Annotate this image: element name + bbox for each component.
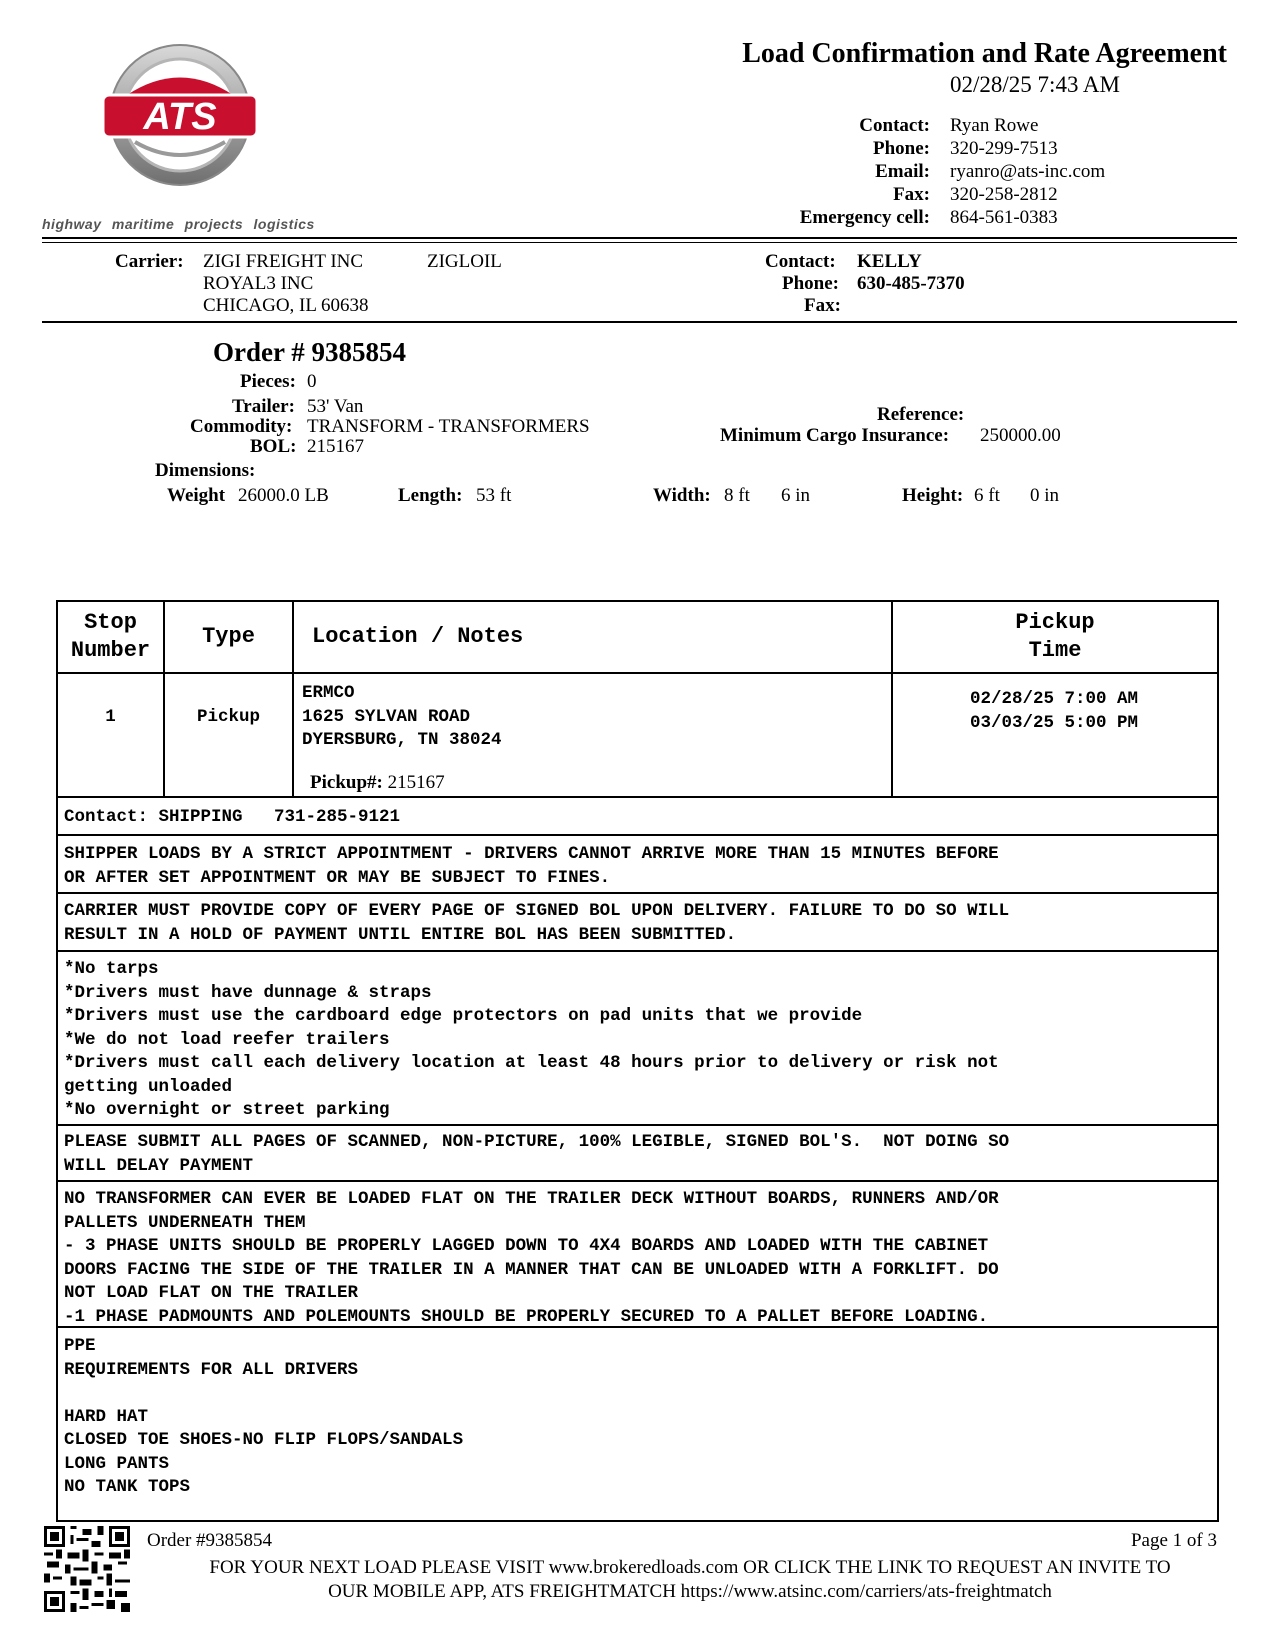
- email-value[interactable]: ryanro@ats-inc.com: [950, 161, 1106, 182]
- qr-code[interactable]: [44, 1526, 130, 1612]
- weight-value: 26000.0 LB: [238, 485, 329, 506]
- logo-text: ATS: [143, 96, 217, 138]
- insurance-label: Minimum Cargo Insurance:: [720, 425, 950, 446]
- dimensions-label: Dimensions:: [155, 460, 256, 481]
- contact-value: Ryan Rowe: [950, 115, 1039, 136]
- width-feet: 8 ft: [724, 485, 750, 506]
- row-divider: [58, 834, 1217, 836]
- col-divider: [292, 672, 294, 796]
- contact-label: Contact:: [859, 115, 930, 136]
- note-submit-bols: PLEASE SUBMIT ALL PAGES OF SCANNED, NON-PICTURE, 100% LEGIBLE, SIGNED BOL'S. NOT DOING SO WILL DELAY PAYMENT: [64, 1132, 1010, 1176]
- carrier-address-line2: ROYAL3 INC: [203, 273, 314, 294]
- carrier-divider: [42, 321, 1237, 323]
- pickup-number-label: Pickup#:: [310, 772, 383, 793]
- reference-label: Reference:: [877, 404, 965, 425]
- carrier-phone-label: Phone:: [782, 273, 839, 294]
- row-divider: [58, 1124, 1217, 1126]
- note-appointment: SHIPPER LOADS BY A STRICT APPOINTMENT - DRIVERS CANNOT ARRIVE MORE THAN 15 MINUTES BEFORE OR AFTER SET APPOINTMENT OR MAY BE SUBJECT TO FINES.: [64, 844, 999, 888]
- pickup-number-value: 215167: [387, 772, 445, 793]
- phone-value: 320-299-7513: [950, 138, 1058, 159]
- fax-value: 320-258-2812: [950, 184, 1058, 205]
- header-pickup-time: Pickup Time: [1015, 610, 1095, 663]
- carrier-contact-value: KELLY: [857, 251, 922, 272]
- logo-tagline: highway maritime projects logistics: [42, 216, 315, 232]
- note-driver-rules: *No tarps *Drivers must have dunnage & straps *Drivers must use the cardboard edge protectors on pad units that we provide *We do not load reefer trailers *Drivers must call each delivery location at least 48 hours prior to delivery or risk not getting unloaded *No overnight or street parking: [64, 959, 999, 1120]
- email-label: Email:: [875, 161, 930, 182]
- footer-page-number: Page 1 of 3: [1130, 1530, 1217, 1551]
- ats-logo: [95, 40, 265, 190]
- emergency-cell-value: 864-561-0383: [950, 207, 1058, 228]
- commodity-value: TRANSFORM - TRANSFORMERS: [307, 416, 590, 437]
- weight-label: Weight: [167, 485, 226, 506]
- row-divider: [58, 950, 1217, 952]
- row-divider: [58, 892, 1217, 894]
- stop-location: ERMCO 1625 SYLVAN ROAD DYERSBURG, TN 38024: [302, 683, 502, 750]
- note-bol-copy: CARRIER MUST PROVIDE COPY OF EVERY PAGE OF SIGNED BOL UPON DELIVERY. FAILURE TO DO SO WILL RESULT IN A HOLD OF PAYMENT UNTIL ENTIRE BOL HAS BEEN SUBMITTED.: [64, 901, 1010, 945]
- carrier-phone-value: 630-485-7370: [857, 273, 965, 294]
- stop-number: 1: [105, 707, 116, 727]
- header-type: Type: [165, 602, 294, 672]
- shipping-contact: Contact: SHIPPING 731-285-9121: [64, 807, 401, 827]
- header-stop-number: Stop Number: [58, 602, 165, 672]
- length-value: 53 ft: [476, 485, 512, 506]
- carrier-code: ZIGLOIL: [427, 251, 502, 272]
- commodity-label: Commodity:: [190, 416, 293, 437]
- pickup-number-row: [310, 772, 445, 794]
- emergency-cell-label: Emergency cell:: [799, 207, 930, 228]
- carrier-address-line3: CHICAGO, IL 60638: [203, 295, 369, 316]
- header-divider-thin: [42, 242, 1237, 243]
- row-divider: [58, 1180, 1217, 1182]
- pieces-label: Pieces:: [240, 371, 296, 392]
- bol-label: BOL:: [250, 436, 297, 457]
- height-label: Height:: [902, 485, 964, 506]
- row-divider: [58, 796, 1217, 798]
- carrier-fax-label: Fax:: [804, 295, 841, 316]
- footer-line-1[interactable]: FOR YOUR NEXT LOAD PLEASE VISIT www.brokeredloads.com OR CLICK THE LINK TO REQUEST AN INVITE TO: [209, 1557, 1171, 1578]
- width-inches: 6 in: [781, 485, 811, 506]
- trailer-label: Trailer:: [232, 396, 295, 417]
- document-title: Load Confirmation and Rate Agreement: [742, 38, 1227, 69]
- bol-value: 215167: [307, 436, 364, 457]
- note-ppe-requirements: PPE REQUIREMENTS FOR ALL DRIVERS HARD HAT CLOSED TOE SHOES-NO FLIP FLOPS/SANDALS LONG PANTS NO TANK TOPS: [64, 1336, 464, 1497]
- footer-order-number: Order #9385854: [147, 1530, 273, 1551]
- pieces-value: 0: [307, 371, 317, 392]
- document-datetime: 02/28/25 7:43 AM: [950, 72, 1120, 97]
- carrier-label: Carrier:: [115, 251, 184, 272]
- height-feet: 6 ft: [974, 485, 1000, 506]
- width-label: Width:: [653, 485, 711, 506]
- order-number-title: Order # 9385854: [213, 337, 406, 367]
- trailer-value: 53' Van: [307, 396, 364, 417]
- length-label: Length:: [398, 485, 463, 506]
- fax-label: Fax:: [893, 184, 930, 205]
- row-divider: [58, 1326, 1217, 1328]
- carrier-contact-label: Contact:: [765, 251, 836, 272]
- carrier-name: ZIGI FREIGHT INC: [203, 251, 364, 272]
- stop-type: Pickup: [196, 707, 260, 727]
- pickup-time-window: 02/28/25 7:00 AM 03/03/25 5:00 PM: [969, 689, 1139, 733]
- header-divider: [42, 237, 1237, 239]
- phone-label: Phone:: [873, 138, 930, 159]
- stops-table: [56, 600, 1219, 1522]
- header-location-notes: Location / Notes: [294, 602, 893, 672]
- col-divider: [163, 672, 165, 796]
- height-inches: 0 in: [1030, 485, 1060, 506]
- insurance-value: 250000.00: [980, 425, 1061, 446]
- footer-line-2[interactable]: OUR MOBILE APP, ATS FREIGHTMATCH https://www.atsinc.com/carriers/ats-freightmatch: [328, 1581, 1052, 1602]
- table-header-border: [58, 672, 1217, 674]
- note-transformer-loading: NO TRANSFORMER CAN EVER BE LOADED FLAT ON THE TRAILER DECK WITHOUT BOARDS, RUNNERS AND/OR PALLETS UNDERNEATH THEM - 3 PHASE UNITS SHOULD BE PROPERLY LAGGED DOWN TO 4X4 BOARDS AND LOADED WITH THE CABINET DOORS FACING THE SIDE OF THE TRAILER IN A MANNER THAT CAN BE UNLOADED WITH A FORKLIFT. DO NOT LOAD FLAT ON THE TRAILER -1 PHASE PADMOUNTS AND POLEMOUNTS SHOULD BE PROPERLY SECURED TO A PALLET BEFORE LOADING.: [64, 1189, 999, 1327]
